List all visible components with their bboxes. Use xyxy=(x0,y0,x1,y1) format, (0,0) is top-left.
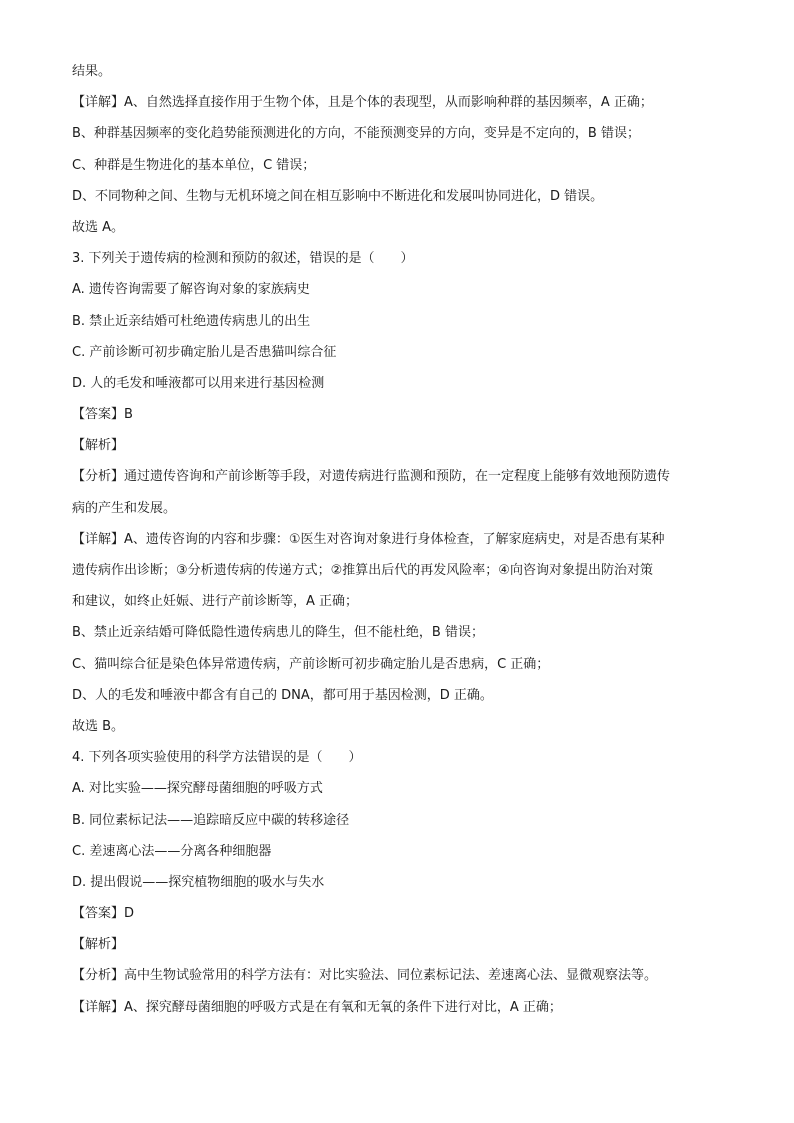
question-3-analysis-heading: 【解析】 xyxy=(72,438,125,454)
text-line: B、禁止近亲结婚可降低隐性遗传病患儿的降生，但不能杜绝，B 错误； xyxy=(72,625,484,641)
question-4-option-d: D. 提出假说——探究植物细胞的吸水与失水 xyxy=(72,874,325,890)
text-line: 病的产生和发展。 xyxy=(72,500,177,516)
text-line: B、种群基因频率的变化趋势能预测进化的方向，不能预测变异的方向，变异是不定向的，B 错误； xyxy=(72,126,640,142)
text-line: C、种群是生物进化的基本单位，C 错误； xyxy=(72,157,316,173)
text-line: 遗传病作出诊断；③分析遗传病的传递方式；②推算出后代的再发风险率；④向咨询对象提出防治对策 xyxy=(72,563,653,578)
question-3-option-a: A. 遗传咨询需要了解咨询对象的家族病史 xyxy=(72,282,310,298)
text-line: 【分析】通过遗传咨询和产前诊断等手段，对遗传病进行监测和预防，在一定程度上能够有效地预防遗传 xyxy=(72,469,671,485)
document-page xyxy=(72,62,722,1029)
question-4-option-c: C. 差速离心法——分离各种细胞器 xyxy=(72,843,272,859)
question-4-option-a: A. 对比实验——探究酵母菌细胞的呼吸方式 xyxy=(72,781,323,797)
question-4-option-b: B. 同位素标记法——追踪暗反应中碳的转移途径 xyxy=(72,812,350,828)
text-line: 故选 A。 xyxy=(72,219,125,235)
text-line: 故选 B。 xyxy=(72,718,125,734)
question-4-stem: 4. 下列各项实验使用的科学方法错误的是（ ） xyxy=(72,750,362,766)
question-3-option-b: B. 禁止近亲结婚可杜绝遗传病患儿的出生 xyxy=(72,313,311,329)
question-3-stem: 3. 下列关于遗传病的检测和预防的叙述，错误的是（ ） xyxy=(72,251,414,267)
text-line: 【详解】A、遗传咨询的内容和步骤：①医生对咨询对象进行身体检查，了解家庭病史，对是否患有某种 xyxy=(72,531,665,547)
question-3-option-d: D. 人的毛发和唾液都可以用来进行基因检测 xyxy=(72,375,325,391)
text-line: 【详解】A、探究酵母菌细胞的呼吸方式是在有氧和无氧的条件下进行对比，A 正确； xyxy=(72,999,562,1015)
question-4-answer: 【答案】D xyxy=(72,906,135,922)
text-line: 和建议，如终止妊娠、进行产前诊断等，A 正确； xyxy=(72,594,359,610)
question-4-analysis-heading: 【解析】 xyxy=(72,937,125,953)
question-3-option-c: C. 产前诊断可初步确定胎儿是否患猫叫综合征 xyxy=(72,344,337,360)
text-line: C、猫叫综合征是染色体异常遗传病，产前诊断可初步确定胎儿是否患病，C 正确； xyxy=(72,656,550,672)
text-line: 【分析】高中生物试验常用的科学方法有：对比实验法、同位素标记法、差速离心法、显微观察法等。 xyxy=(72,968,658,984)
question-3-answer: 【答案】B xyxy=(72,407,133,423)
text-line: 【详解】A、自然选择直接作用于生物个体，且是个体的表现型，从而影响种群的基因频率，A 正确； xyxy=(72,95,653,111)
text-line: 结果。 xyxy=(72,64,112,79)
text-line: D、人的毛发和唾液中都含有自己的 DNA，都可用于基因检测，D 正确。 xyxy=(72,687,493,703)
text-line: D、不同物种之间、生物与无机环境之间在相互影响中不断进化和发展叫协同进化，D 错误。 xyxy=(72,188,604,204)
